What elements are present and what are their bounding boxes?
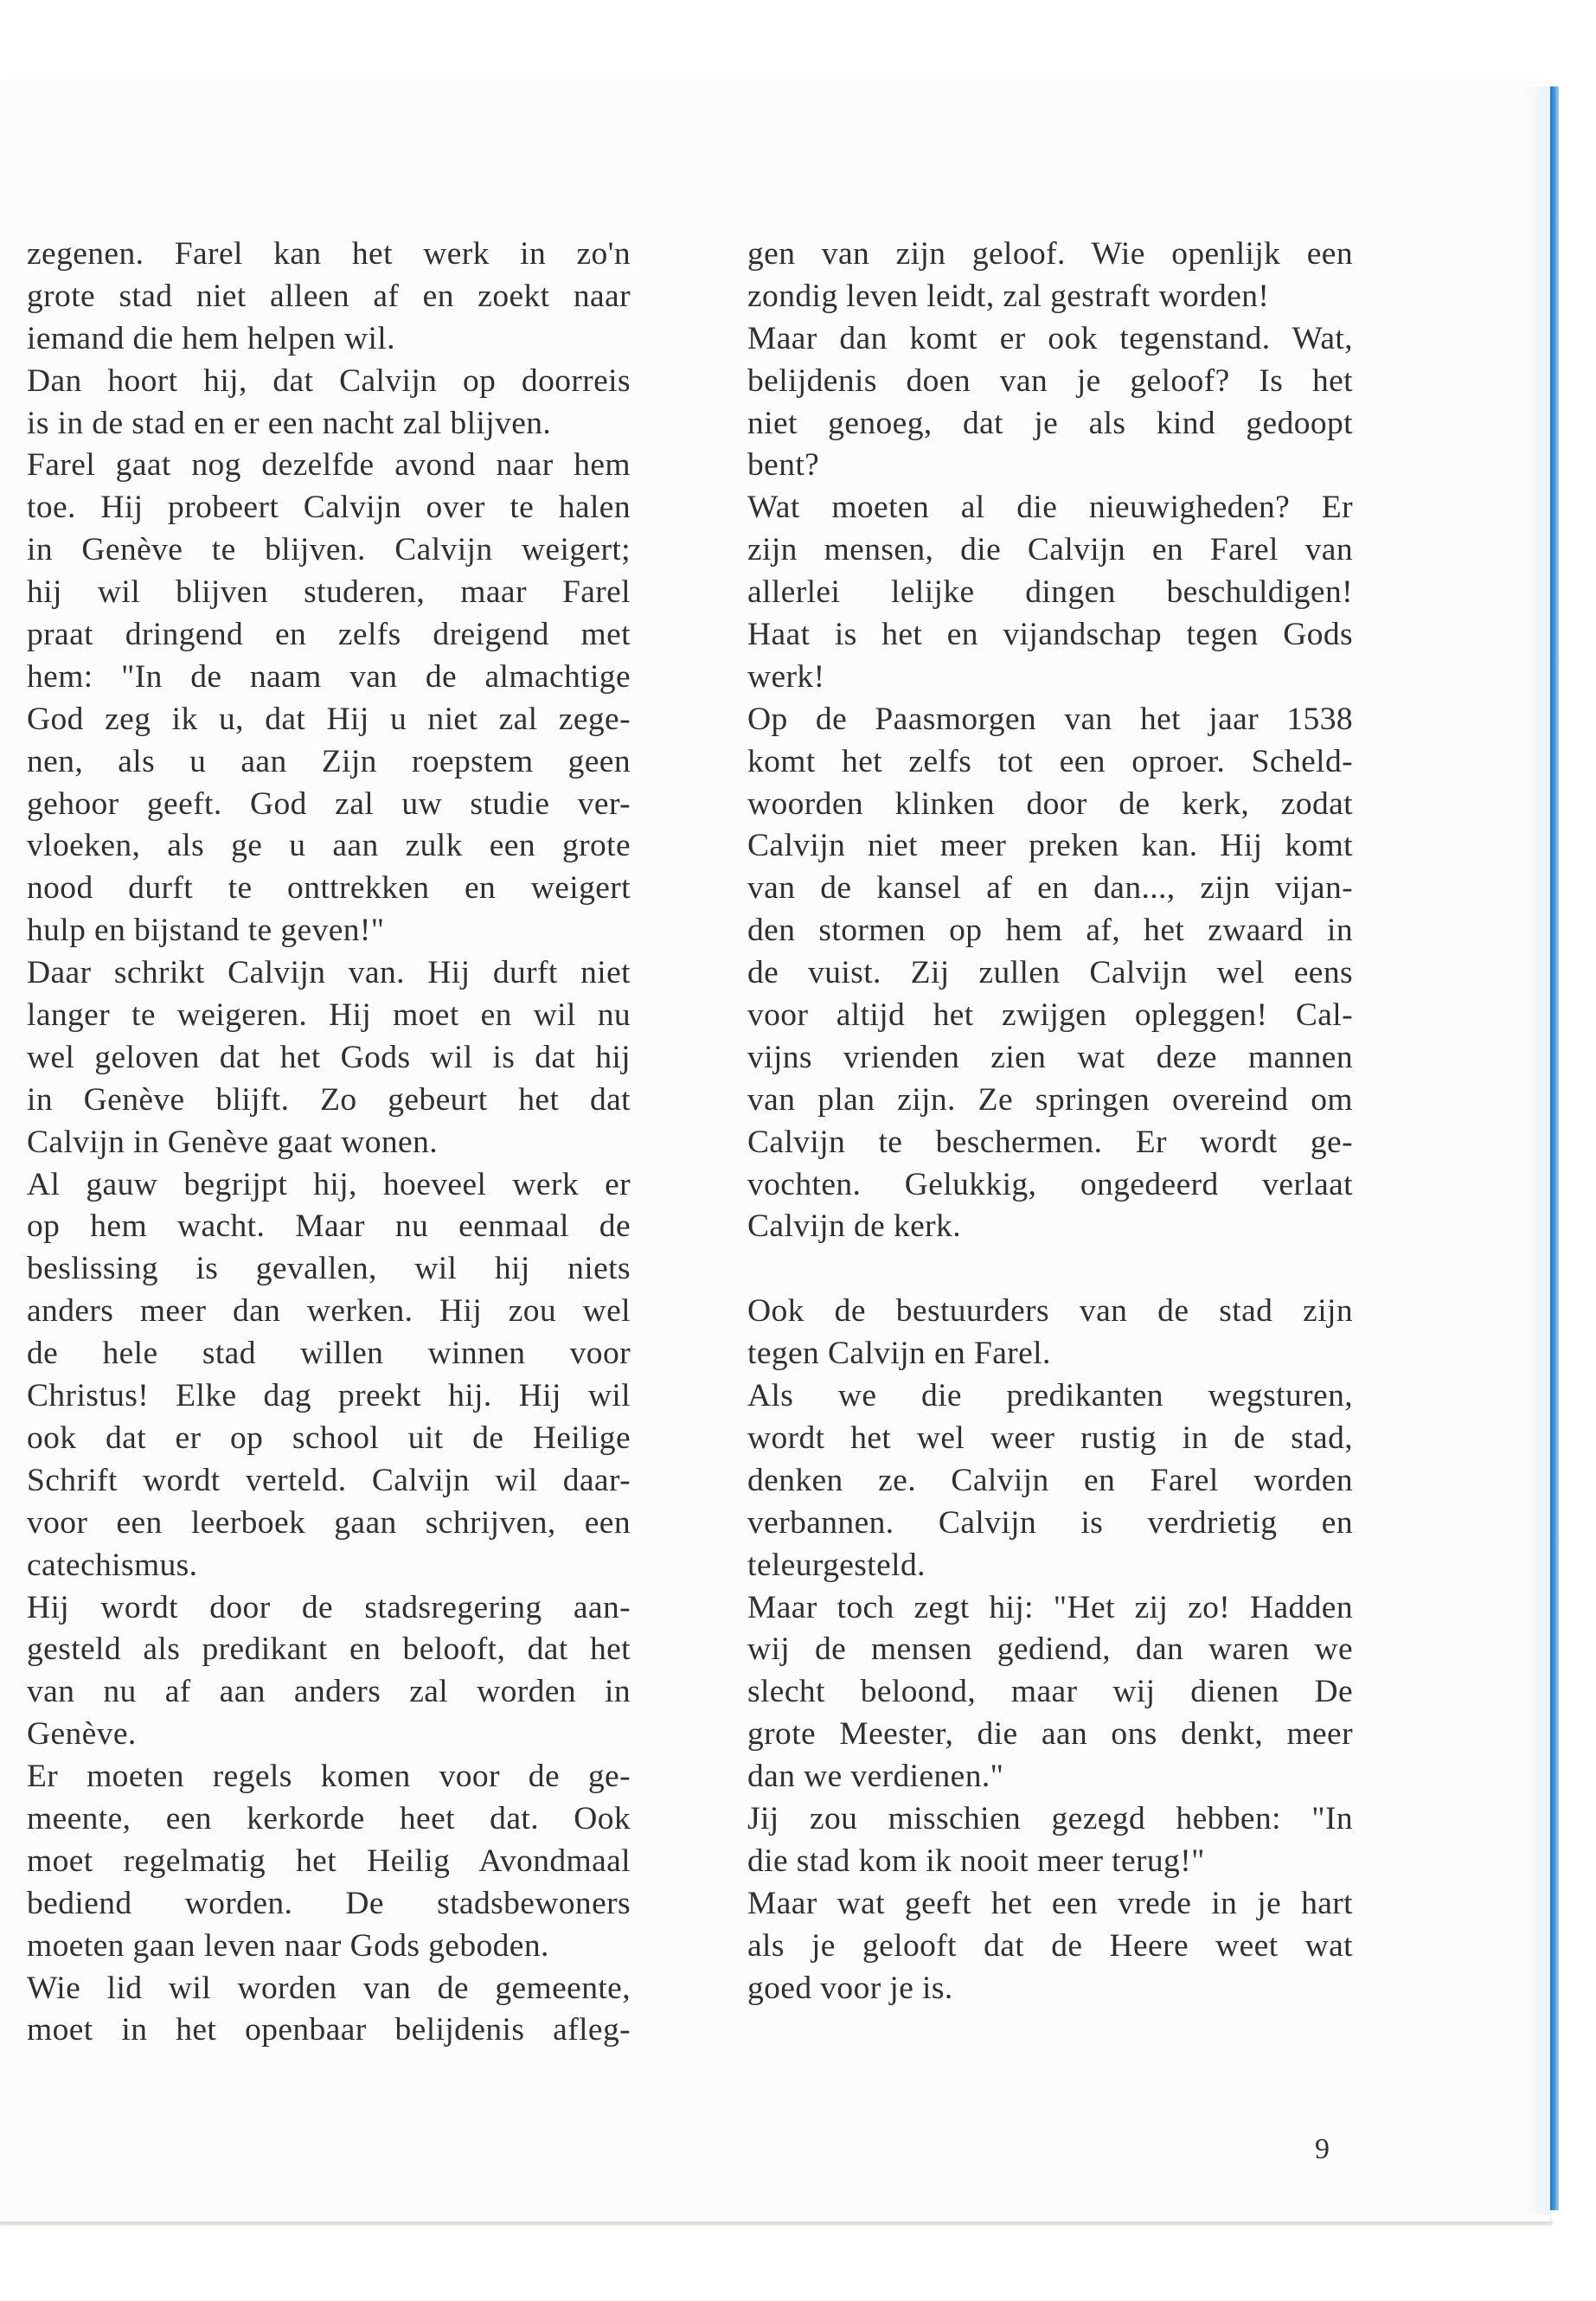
- left-column-line: van nu af aan anders zal worden in: [27, 1674, 631, 1710]
- left-column-line: Dan hoort hij, dat Calvijn op doorreis: [27, 362, 631, 399]
- right-column-line: voor altijd het zwijgen opleggen! Cal-: [747, 997, 1353, 1034]
- left-column-line: langer te weigeren. Hij moet en wil nu: [27, 997, 631, 1034]
- right-column-line: goed voor je is.: [747, 1970, 953, 2006]
- right-column-line: grote Meester, die aan ons denkt, meer: [747, 1716, 1353, 1753]
- right-column-line: Calvijn de kerk.: [747, 1208, 961, 1245]
- left-column-line: gesteld als predikant en belooft, dat het: [27, 1631, 631, 1668]
- left-column-line: Farel gaat nog dezelfde avond naar hem: [27, 447, 631, 484]
- left-column-line: Daar schrikt Calvijn van. Hij durft niet: [27, 955, 631, 991]
- right-column-line: belijdenis doen van je geloof? Is het: [747, 362, 1353, 399]
- right-column-line: van plan zijn. Ze springen overeind om: [747, 1081, 1353, 1118]
- left-column-line: nen, als u aan Zijn roepstem geen: [27, 743, 631, 779]
- right-column-line: niet genoeg, dat je als kind gedoopt: [747, 405, 1353, 441]
- left-column-line: moeten gaan leven naar Gods geboden.: [27, 1927, 549, 1964]
- left-column-line: bediend worden. De stadsbewoners: [27, 1885, 631, 1921]
- right-column-line: de vuist. Zij zullen Calvijn wel eens: [747, 955, 1353, 991]
- right-column-line: Maar wat geeft het een vrede in je hart: [747, 1885, 1353, 1921]
- right-column-line: dan we verdienen.": [747, 1759, 1004, 1795]
- blue-cover-edge: [1550, 87, 1559, 2210]
- left-column-line: anders meer dan werken. Hij zou wel: [27, 1293, 631, 1330]
- right-column-line: zondig leven leidt, zal gestraft worden!: [747, 278, 1270, 314]
- right-column-line: woorden klinken door de kerk, zodat: [747, 785, 1353, 822]
- left-column-line: Calvijn in Genève gaat wonen.: [27, 1124, 439, 1160]
- left-column-line: toe. Hij probeert Calvijn over te halen: [27, 490, 631, 526]
- right-column-line: Jij zou misschien gezegd hebben: "In: [747, 1800, 1353, 1836]
- right-column-line: als je gelooft dat de Heere weet wat: [747, 1927, 1353, 1964]
- left-column-line: hem: "In de naam van de almachtige: [27, 658, 631, 695]
- right-text-column: [747, 234, 1353, 2009]
- left-column-line: gehoor geeft. God zal uw studie ver-: [27, 785, 631, 822]
- right-column-line: Ook de bestuurders van de stad zijn: [747, 1293, 1353, 1330]
- right-column-line: vijns vrienden zien wat deze mannen: [747, 1039, 1353, 1075]
- left-column-line: meente, een kerkorde heet dat. Ook: [27, 1800, 631, 1836]
- left-column-line: ook dat er op school uit de Heilige: [27, 1420, 631, 1456]
- page-bottom-shadow: [0, 2221, 1553, 2227]
- right-column-line: Calvijn niet meer preken kan. Hij komt: [747, 828, 1353, 864]
- left-column-line: God zeg ik u, dat Hij u niet zal zege-: [27, 701, 631, 737]
- right-column-line: slecht beloond, maar wij dienen De: [747, 1674, 1353, 1710]
- right-column-line: gen van zijn geloof. Wie openlijk een: [747, 236, 1353, 272]
- right-column-line: vochten. Gelukkig, ongedeerd verlaat: [747, 1166, 1353, 1202]
- left-column-line: hulp en bijstand te geven!": [27, 913, 385, 949]
- left-column-line: hij wil blijven studeren, maar Farel: [27, 574, 631, 611]
- left-column-line: de hele stad willen winnen voor: [27, 1336, 631, 1372]
- left-column-line: moet regelmatig het Heilig Avondmaal: [27, 1843, 631, 1879]
- left-column-line: zegenen. Farel kan het werk in zo'n: [27, 236, 631, 272]
- right-column-line: teleurgesteld.: [747, 1547, 926, 1583]
- right-column-line: allerlei lelijke dingen beschuldigen!: [747, 574, 1353, 611]
- left-column-line: Hij wordt door de stadsregering aan-: [27, 1589, 631, 1625]
- page-edge-tint: [1522, 87, 1550, 2214]
- right-column-line: komt het zelfs tot een oproer. Scheld-: [747, 743, 1353, 779]
- left-column-line: grote stad niet alleen af en zoekt naar: [27, 278, 631, 314]
- right-column-line: Als we die predikanten wegsturen,: [747, 1378, 1353, 1414]
- right-column-line: Maar dan komt er ook tegenstand. Wat,: [747, 320, 1353, 356]
- right-column-line: verbannen. Calvijn is verdrietig en: [747, 1504, 1353, 1541]
- left-column-line: moet in het openbaar belijdenis afleg-: [27, 2012, 631, 2048]
- left-column-line: in Genève te blijven. Calvijn weigert;: [27, 532, 631, 568]
- right-column-line: wij de mensen gediend, dan waren we: [747, 1631, 1353, 1668]
- left-column-line: op hem wacht. Maar nu eenmaal de: [27, 1208, 631, 1245]
- right-column-line: Calvijn te beschermen. Er wordt ge-: [747, 1124, 1353, 1160]
- left-column-line: in Genève blijft. Zo gebeurt het dat: [27, 1081, 631, 1118]
- left-column-line: vloeken, als ge u aan zulk een grote: [27, 828, 631, 864]
- left-column-line: praat dringend en zelfs dreigend met: [27, 617, 631, 653]
- page-number: 9: [1315, 2133, 1330, 2165]
- right-column-line: van de kansel af en dan..., zijn vijan-: [747, 870, 1353, 907]
- left-column-line: Genève.: [27, 1716, 137, 1753]
- right-column-line: wordt het wel weer rustig in de stad,: [747, 1420, 1353, 1456]
- right-column-line: zijn mensen, die Calvijn en Farel van: [747, 532, 1353, 568]
- left-column-line: iemand die hem helpen wil.: [27, 320, 395, 356]
- left-column-line: Schrift wordt verteld. Calvijn wil daar-: [27, 1462, 631, 1498]
- left-column-line: beslissing is gevallen, wil hij niets: [27, 1251, 631, 1287]
- left-column-line: nood durft te onttrekken en weigert: [27, 870, 631, 907]
- right-column-line: bent?: [747, 447, 820, 484]
- left-column-line: Christus! Elke dag preekt hij. Hij wil: [27, 1378, 631, 1414]
- right-column-line: Wat moeten al die nieuwigheden? Er: [747, 490, 1353, 526]
- left-column-line: wel geloven dat het Gods wil is dat hij: [27, 1039, 631, 1075]
- right-column-line: werk!: [747, 658, 825, 695]
- right-column-line: Op de Paasmorgen van het jaar 1538: [747, 701, 1353, 737]
- left-column-line: Al gauw begrijpt hij, hoeveel werk er: [27, 1166, 631, 1202]
- left-column-line: is in de stad en er een nacht zal blijven.: [27, 405, 552, 441]
- right-column-line: den stormen op hem af, het zwaard in: [747, 913, 1353, 949]
- right-column-line: Maar toch zegt hij: "Het zij zo! Hadden: [747, 1589, 1353, 1625]
- left-column-line: Er moeten regels komen voor de ge-: [27, 1759, 631, 1795]
- right-column-line: denken ze. Calvijn en Farel worden: [747, 1462, 1353, 1498]
- left-column-line: voor een leerboek gaan schrijven, een: [27, 1504, 631, 1541]
- right-column-line: Haat is het en vijandschap tegen Gods: [747, 617, 1353, 653]
- right-column-blank-line: [747, 1248, 1353, 1291]
- left-column-line: catechismus.: [27, 1547, 198, 1583]
- right-column-line: tegen Calvijn en Farel.: [747, 1336, 1051, 1372]
- left-text-column: [27, 234, 631, 2052]
- left-column-line: Wie lid wil worden van de gemeente,: [27, 1970, 631, 2006]
- right-column-line: die stad kom ik nooit meer terug!": [747, 1843, 1205, 1879]
